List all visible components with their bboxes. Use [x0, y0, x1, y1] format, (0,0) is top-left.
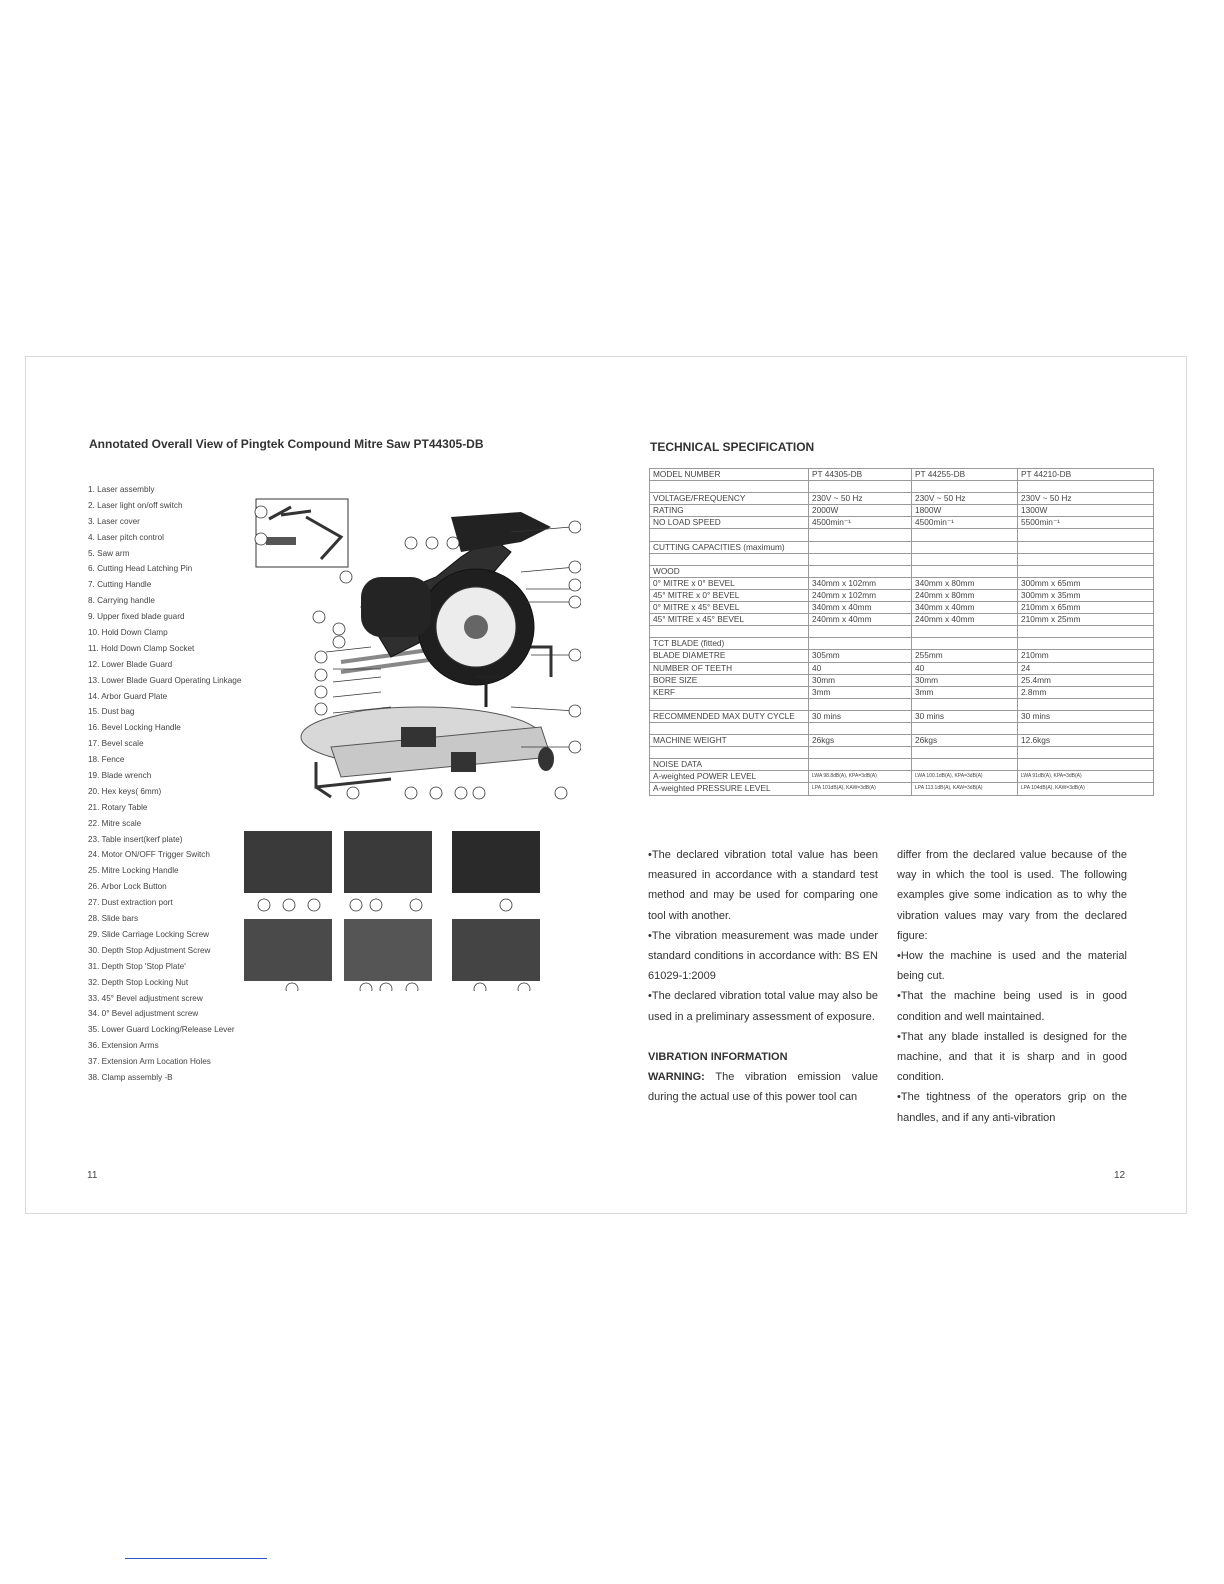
spec-cell — [650, 553, 809, 565]
spec-row — [650, 710, 1154, 722]
part-list-item: 26. Arbor Lock Button — [88, 882, 167, 892]
spec-row — [650, 565, 1154, 577]
spec-cell: BORE SIZE — [650, 674, 809, 686]
part-list-item: 16. Bevel Locking Handle — [88, 723, 181, 733]
spec-cell — [1018, 747, 1154, 759]
paragraph: •The tightness of the operators grip on the handles, and if any anti-vibration — [897, 1091, 1127, 1124]
spec-cell — [1018, 565, 1154, 577]
spec-cell — [650, 481, 809, 493]
spec-cell: 240mm x 40mm — [912, 614, 1018, 626]
spec-row — [650, 493, 1154, 505]
spec-cell: 1800W — [912, 505, 1018, 517]
part-list-item: 18. Fence — [88, 755, 125, 765]
spec-cell: MODEL NUMBER — [650, 469, 809, 481]
part-list-item: 35. Lower Guard Locking/Release Lever — [88, 1025, 235, 1035]
spec-cell — [1018, 698, 1154, 710]
spec-cell: PT 44210-DB — [1018, 469, 1154, 481]
spec-cell: VOLTAGE/FREQUENCY — [650, 493, 809, 505]
spec-cell: 340mm x 102mm — [809, 577, 912, 589]
spec-row — [650, 553, 1154, 565]
spec-cell: A-weighted PRESSURE LEVEL — [650, 783, 809, 795]
spec-row — [650, 686, 1154, 698]
spec-cell — [912, 626, 1018, 638]
spec-row — [650, 505, 1154, 517]
paragraph: •That the machine being used is in good condition and well maintained. — [897, 990, 1127, 1023]
spec-cell: 210mm x 65mm — [1018, 602, 1154, 614]
spec-cell: A-weighted POWER LEVEL — [650, 771, 809, 783]
spec-cell: LWA 100.1dB(A), KPA=3dB(A) — [912, 771, 1018, 783]
spec-row — [650, 517, 1154, 529]
spec-row — [650, 759, 1154, 771]
spec-cell: 45° MITRE x 0° BEVEL — [650, 589, 809, 601]
spec-cell: 305mm — [809, 650, 912, 662]
spec-cell — [1018, 638, 1154, 650]
photo-callouts — [244, 831, 554, 991]
spec-cell — [912, 565, 1018, 577]
part-list-item: 8. Carrying handle — [88, 596, 155, 606]
spec-row — [650, 674, 1154, 686]
spec-cell — [809, 541, 912, 553]
spec-row — [650, 638, 1154, 650]
page-number-right: 12 — [1114, 1170, 1126, 1181]
spec-cell: 45° MITRE x 45° BEVEL — [650, 614, 809, 626]
part-list-item: 30. Depth Stop Adjustment Screw — [88, 945, 211, 955]
spec-cell: LWA 98.8dB(A), KPA=3dB(A) — [809, 771, 912, 783]
paragraph: •The declared vibration total value may also be used in a preliminary assessment of exposure. — [648, 990, 878, 1023]
spec-cell: 240mm x 80mm — [912, 589, 1018, 601]
spec-cell: 240mm x 40mm — [809, 614, 912, 626]
spec-cell: LWA 91dB(A), KPA=3dB(A) — [1018, 771, 1154, 783]
part-list-item: 29. Slide Carriage Locking Screw — [88, 929, 210, 939]
spec-row — [650, 589, 1154, 601]
spec-cell — [809, 698, 912, 710]
spec-cell — [912, 722, 1018, 734]
spec-row — [650, 469, 1154, 481]
spec-cell — [809, 638, 912, 650]
paragraph: •The vibration measurement was made under standard conditions in accordance with: BS EN 61029-1:2009 — [648, 929, 878, 983]
technical-spec-table — [649, 468, 1154, 796]
part-list-item: 15. Dust bag — [88, 707, 135, 717]
spec-cell — [912, 541, 1018, 553]
spec-cell: 1300W — [1018, 505, 1154, 517]
spec-cell: 24 — [1018, 662, 1154, 674]
spec-cell: LPA 104dB(A), KAW=3dB(A) — [1018, 783, 1154, 795]
spec-cell — [912, 759, 1018, 771]
part-list-item: 6. Cutting Head Latching Pin — [88, 564, 193, 574]
spec-cell — [650, 747, 809, 759]
spec-cell: 340mm x 40mm — [809, 602, 912, 614]
spec-cell: 340mm x 40mm — [912, 602, 1018, 614]
spec-cell — [912, 747, 1018, 759]
part-list-item: 17. Bevel scale — [88, 739, 144, 749]
part-list-item: 1. Laser assembly — [88, 485, 155, 494]
spec-cell: 5500min⁻¹ — [1018, 517, 1154, 529]
spec-cell — [1018, 722, 1154, 734]
spec-cell — [912, 698, 1018, 710]
spec-cell: LPA 101dB(A), KAW=3dB(A) — [809, 783, 912, 795]
part-list-item: 24. Motor ON/OFF Trigger Switch — [88, 850, 210, 860]
spec-row — [650, 481, 1154, 493]
spec-cell: 300mm x 35mm — [1018, 589, 1154, 601]
spec-cell: 2000W — [809, 505, 912, 517]
spec-row — [650, 698, 1154, 710]
part-list-item: 31. Depth Stop 'Stop Plate' — [88, 961, 186, 971]
spec-cell: 2.8mm — [1018, 686, 1154, 698]
part-list-item: 21. Rotary Table — [88, 802, 148, 812]
part-list-item: 10. Hold Down Clamp — [88, 628, 168, 638]
spec-cell — [1018, 759, 1154, 771]
spec-row — [650, 783, 1154, 795]
spec-cell: 40 — [809, 662, 912, 674]
spec-cell — [912, 529, 1018, 541]
spec-cell: NOISE DATA — [650, 759, 809, 771]
spec-cell — [912, 638, 1018, 650]
spec-cell: NUMBER OF TEETH — [650, 662, 809, 674]
spec-row — [650, 650, 1154, 662]
part-list-item: 22. Mitre scale — [88, 818, 142, 828]
spec-cell: WOOD — [650, 565, 809, 577]
part-list-item: 28. Slide bars — [88, 914, 139, 924]
spec-cell — [1018, 553, 1154, 565]
spec-cell — [650, 698, 809, 710]
spec-row — [650, 771, 1154, 783]
spec-row — [650, 662, 1154, 674]
part-list-item: 11. Hold Down Clamp Socket — [88, 643, 195, 653]
spec-cell: 255mm — [912, 650, 1018, 662]
spec-cell — [809, 481, 912, 493]
parts-list — [88, 482, 241, 1086]
spec-cell: 210mm — [1018, 650, 1154, 662]
spec-cell: KERF — [650, 686, 809, 698]
spec-cell — [912, 553, 1018, 565]
spec-row — [650, 735, 1154, 747]
part-list-item: 2. Laser light on/off switch — [88, 500, 183, 510]
spec-cell — [809, 759, 912, 771]
spec-cell: CUTTING CAPACITIES (maximum) — [650, 541, 809, 553]
spec-cell: 3mm — [809, 686, 912, 698]
spec-cell: PT 44255-DB — [912, 469, 1018, 481]
part-list-item: 20. Hex keys( 6mm) — [88, 786, 162, 796]
right-page-title: TECHNICAL SPECIFICATION — [650, 440, 815, 454]
part-list-item: 9. Upper fixed blade guard — [88, 612, 185, 622]
spec-cell — [1018, 481, 1154, 493]
spec-cell: 230V ~ 50 Hz — [809, 493, 912, 505]
page-number-left: 11 — [87, 1170, 98, 1181]
part-list-item: 23. Table insert(kerf plate) — [88, 834, 183, 844]
spec-row — [650, 541, 1154, 553]
spec-cell: 4500min⁻¹ — [912, 517, 1018, 529]
part-list-item: 25. Mitre Locking Handle — [88, 866, 179, 876]
paragraph: •That any blade installed is designed for the machine, and that it is sharp and in good condition. — [897, 1030, 1127, 1084]
spec-cell: 30 mins — [912, 710, 1018, 722]
part-list-item: 32. Depth Stop Locking Nut — [88, 977, 189, 987]
part-list-item: 38. Clamp assembly -B — [88, 1072, 173, 1082]
spec-cell: NO LOAD SPEED — [650, 517, 809, 529]
warning-label: WARNING: — [648, 1071, 705, 1084]
manual-spread — [25, 356, 1187, 1214]
spec-cell — [1018, 541, 1154, 553]
spec-cell: 25.4mm — [1018, 674, 1154, 686]
spec-cell: 340mm x 80mm — [912, 577, 1018, 589]
spec-cell: 300mm x 65mm — [1018, 577, 1154, 589]
spec-cell — [809, 626, 912, 638]
vibration-heading: VIBRATION INFORMATION — [648, 1050, 788, 1063]
spec-cell: 0° MITRE x 45° BEVEL — [650, 602, 809, 614]
spec-cell — [1018, 626, 1154, 638]
spec-cell: 30 mins — [809, 710, 912, 722]
part-list-item: 33. 45° Bevel adjustment screw — [88, 993, 203, 1003]
spec-cell — [809, 529, 912, 541]
spec-cell: BLADE DIAMETRE — [650, 650, 809, 662]
spec-row — [650, 602, 1154, 614]
part-list-item: 4. Laser pitch control — [88, 532, 165, 542]
spec-row — [650, 577, 1154, 589]
part-list-item: 36. Extension Arms — [88, 1041, 159, 1051]
part-list-item: 3. Laser cover — [88, 516, 140, 526]
spec-row — [650, 529, 1154, 541]
spec-cell: MACHINE WEIGHT — [650, 735, 809, 747]
spec-cell: PT 44305-DB — [809, 469, 912, 481]
spec-cell: 30mm — [809, 674, 912, 686]
spec-cell: 12.6kgs — [1018, 735, 1154, 747]
spec-cell — [912, 481, 1018, 493]
spec-cell — [809, 722, 912, 734]
spec-cell: 230V ~ 50 Hz — [1018, 493, 1154, 505]
spec-cell: RECOMMENDED MAX DUTY CYCLE — [650, 710, 809, 722]
spec-cell: 240mm x 102mm — [809, 589, 912, 601]
spec-cell — [809, 747, 912, 759]
spec-cell: 30 mins — [1018, 710, 1154, 722]
paragraph: •The declared vibration total value has been measured in accordance with a standard test method and may be used for comparing one tool with another. — [648, 849, 878, 922]
spec-cell: TCT BLADE (fitted) — [650, 638, 809, 650]
spec-cell: 3mm — [912, 686, 1018, 698]
detail-photos — [244, 831, 554, 991]
mitre-saw-illustration — [221, 497, 581, 827]
spec-cell: 230V ~ 50 Hz — [912, 493, 1018, 505]
warning-text: The vibration emission value during the actual use of this power tool can — [648, 1071, 878, 1104]
part-list-item: 27. Dust extraction port — [88, 898, 173, 908]
spec-cell: 4500min⁻¹ — [809, 517, 912, 529]
part-list-item: 14. Arbor Guard Plate — [88, 691, 168, 701]
warning-paragraph — [648, 1067, 878, 1107]
part-list-item: 13. Lower Blade Guard Operating Linkage — [88, 675, 242, 685]
vibration-text-column-right — [897, 845, 1127, 1128]
spec-cell: 26kgs — [809, 735, 912, 747]
spec-cell: LPA 113.1dB(A), KAW=3dB(A) — [912, 783, 1018, 795]
spec-row — [650, 626, 1154, 638]
spec-row — [650, 614, 1154, 626]
footer-link-underline — [125, 1558, 267, 1559]
spec-cell — [650, 722, 809, 734]
part-list-item: 34. 0° Bevel adjustment screw — [88, 1009, 199, 1019]
spec-cell — [1018, 529, 1154, 541]
spec-cell: 210mm x 25mm — [1018, 614, 1154, 626]
part-list-item: 12. Lower Blade Guard — [88, 659, 173, 669]
part-list-item: 19. Blade wrench — [88, 771, 152, 781]
spec-cell: RATING — [650, 505, 809, 517]
paragraph: •How the machine is used and the material being cut. — [897, 950, 1127, 983]
vibration-text-column-left — [648, 845, 878, 1107]
part-list-item: 7. Cutting Handle — [88, 580, 152, 590]
spec-cell: 40 — [912, 662, 1018, 674]
part-list-item: 5. Saw arm — [88, 548, 130, 558]
spec-cell: 26kgs — [912, 735, 1018, 747]
spec-cell — [650, 626, 809, 638]
spec-cell — [650, 529, 809, 541]
spec-cell: 30mm — [912, 674, 1018, 686]
spec-row — [650, 722, 1154, 734]
paragraph: differ from the declared value because of the way in which the tool is used. The following examples give some indication as to why the vibration values may vary from the declared figure: — [897, 849, 1127, 942]
spec-row — [650, 747, 1154, 759]
spec-cell — [809, 565, 912, 577]
part-list-item: 37. Extension Arm Location Holes — [88, 1057, 211, 1067]
spec-cell — [809, 553, 912, 565]
spec-cell: 0° MITRE x 0° BEVEL — [650, 577, 809, 589]
left-page-title: Annotated Overall View of Pingtek Compound Mitre Saw PT44305-DB — [89, 437, 484, 451]
